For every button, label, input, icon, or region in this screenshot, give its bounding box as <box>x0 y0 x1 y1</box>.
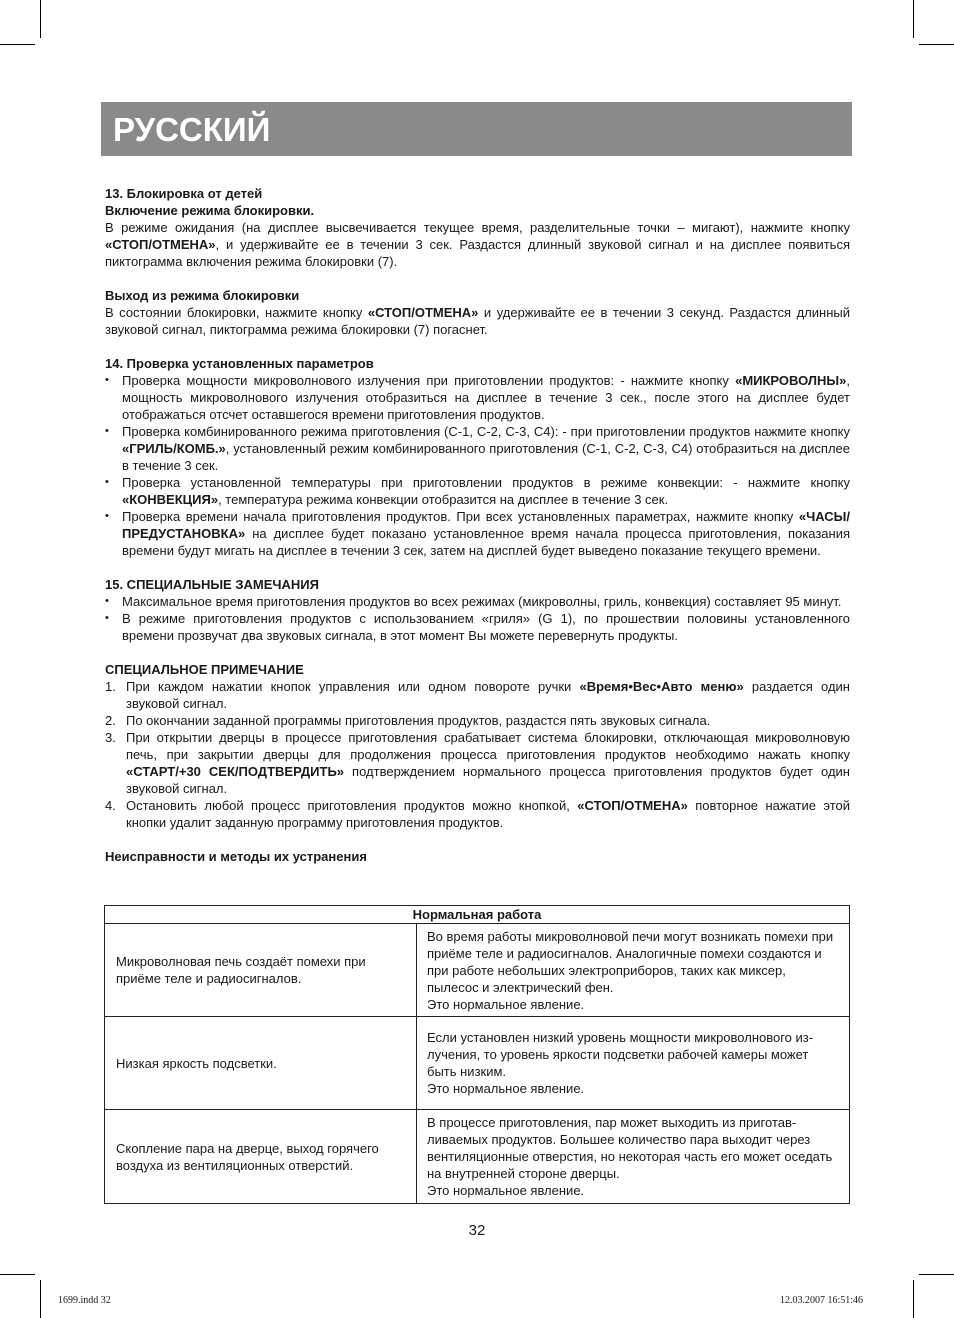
solution-cell: Во время работы микроволновой печи могут возникать помехи при приёме теле и радиосигналов. Аналогичные помехи создаются и при работе небольших электроприборов, таких как миксер, пылесос и электрический фен. Это нормальное явление. <box>417 924 850 1017</box>
list-item: • Проверка мощности микроволнового излучения при приготовлении продуктов: - нажмите кнопку «МИКРОВОЛНЫ», мощность микроволнового излучения отобразиться на дисплее в течение 3 сек., после этого на дисплее будет отображаться отсчет оставшегося времени приготовления продуктов. <box>105 372 850 423</box>
list-item: • Максимальное время приготовления продуктов во всех режимах (микроволны, гриль, конвекция) составляет 95 минут. <box>105 593 850 610</box>
lock-on-paragraph: В режиме ожидания (на дисплее высвечивается текущее время, разделительные точки – мигают), нажмите кнопку «СТОП/ОТМЕНА», и удерживайте ее в течении 3 сек. Раздастся длинный звуковой сигнал и на дисплее появиться пиктограмма включения режима блокировки (7). <box>105 220 850 269</box>
table-header: Нормальная работа <box>105 906 850 924</box>
lock-off-paragraph: В состоянии блокировки, нажмите кнопку «СТОП/ОТМЕНА» и удерживайте ее в течении 3 секунд. Раздастся длинный звуковой сигнал, пиктограмма режима блокировки (7) погаснет. <box>105 305 850 337</box>
crop-mark <box>913 1280 914 1318</box>
section-15-heading: 15. СПЕЦИАЛЬНЫЕ ЗАМЕЧАНИЯ <box>105 577 319 592</box>
page-title: РУССКИЙ <box>113 111 271 148</box>
print-slug-file: 1699.indd 32 <box>58 1295 111 1306</box>
crop-mark <box>40 0 41 38</box>
list-item: • Проверка комбинированного режима приготовления (С-1, С-2, С-3, С4): - при приготовлении продуктов нажмите кнопку «ГРИЛЬ/КОМБ.», установленный режим комбинированного приготовления (С-1, С-2, С-3, С4) отобразиться на дисплее в течение 3 сек. <box>105 423 850 474</box>
crop-mark <box>919 44 954 45</box>
list-item: • Проверка установленной температуры при приготовлении продуктов в режиме конвекции: - нажмите кнопку «КОНВЕКЦИЯ», температура режима конвекции отобразится на дисплее в течение 3 сек. <box>105 474 850 508</box>
troubleshooting-heading: Неисправности и методы их устранения <box>105 849 367 864</box>
solution-cell: В процессе приготовления, пар может выходить из приготавливаемых продуктов. Большее количество пара выходит через вентиляционные отверстия, но некоторая часть его может оседать на внутренней стороне дверцы. Это нормальное явление. <box>417 1110 850 1204</box>
list-item: 2. По окончании заданной программы приготовления продуктов, раздастся пять звуковых сигнала. <box>105 713 711 728</box>
crop-mark <box>40 1280 41 1318</box>
lock-off-subheading: Выход из режима блокировки <box>105 288 300 303</box>
table-row <box>105 1110 850 1204</box>
list-item: 3. При открытии дверцы в процессе приготовления срабатывает система блокировки, отключающая микроволновую печь, при закрытии дверцы для продолжения процесса приготовления продуктов необходимо нажать кнопку «СТАРТ/+30 СЕК/ПОДТВЕРДИТЬ» подтверждением нормального процесса приготовления продуктов будет один звуковой сигнал. <box>105 730 850 796</box>
problem-cell: Низкая яркость подсветки. <box>105 1017 417 1110</box>
crop-mark <box>0 1274 35 1275</box>
special-note-list <box>105 678 850 831</box>
language-banner <box>101 102 852 156</box>
crop-mark <box>913 0 914 38</box>
problem-cell: Скопление пара на дверце, выход горячего воздуха из вентиляционных отверстий. <box>105 1110 417 1204</box>
remarks-list <box>105 593 850 644</box>
crop-mark <box>0 44 35 45</box>
page-number: 32 <box>468 1222 486 1239</box>
table-row <box>105 1017 850 1110</box>
parameters-list <box>105 372 850 559</box>
table-row <box>105 924 850 1017</box>
section-13-heading: 13. Блокировка от детей <box>105 186 263 201</box>
special-note-heading: СПЕЦИАЛЬНОЕ ПРИМЕЧАНИЕ <box>105 662 304 677</box>
print-slug-date: 12.03.2007 16:51:46 <box>780 1295 864 1306</box>
list-item: • В режиме приготовления продуктов с использованием «гриля» (G 1), по прошествии половины установленного времени прозвучат два звуковых сигнала, в этот момент Вы можете перевернуть продукты. <box>105 610 850 644</box>
list-item: 4. Остановить любой процесс приготовления продуктов можно кнопкой, «СТОП/ОТМЕНА» повторное нажатие этой кнопки удалит заданную программу приготовления продуктов. <box>105 798 850 830</box>
troubleshooting-table <box>104 905 850 1204</box>
problem-cell: Микроволновая печь создаёт помехи при приёме теле и радиосигналов. <box>105 924 417 1017</box>
section-14-heading: 14. Проверка установленных параметров <box>105 356 374 371</box>
list-item: • Проверка времени начала приготовления продуктов. При всех установленных параметрах, нажмите кнопку «ЧАСЫ/ПРЕДУСТАНОВКА» на дисплее будет показано установленное время начала процесса приготовления, показания времени будут мигать на дисплее в течении 3 сек, затем на дисплей будет выведено показание текущего времени. <box>105 508 850 559</box>
list-item: 1. При каждом нажатии кнопок управления или одном повороте ручки «Время•Вес•Авто меню» раздается один звуковой сигнал. <box>105 679 850 711</box>
manual-content <box>105 185 850 865</box>
lock-on-subheading: Включение режима блокировки. <box>105 203 315 218</box>
crop-mark <box>919 1274 954 1275</box>
solution-cell: Если установлен низкий уровень мощности микроволнового излучения, то уровень яркости подсветки рабочей камеры может быть низким. Это нормальное явление. <box>417 1017 850 1110</box>
